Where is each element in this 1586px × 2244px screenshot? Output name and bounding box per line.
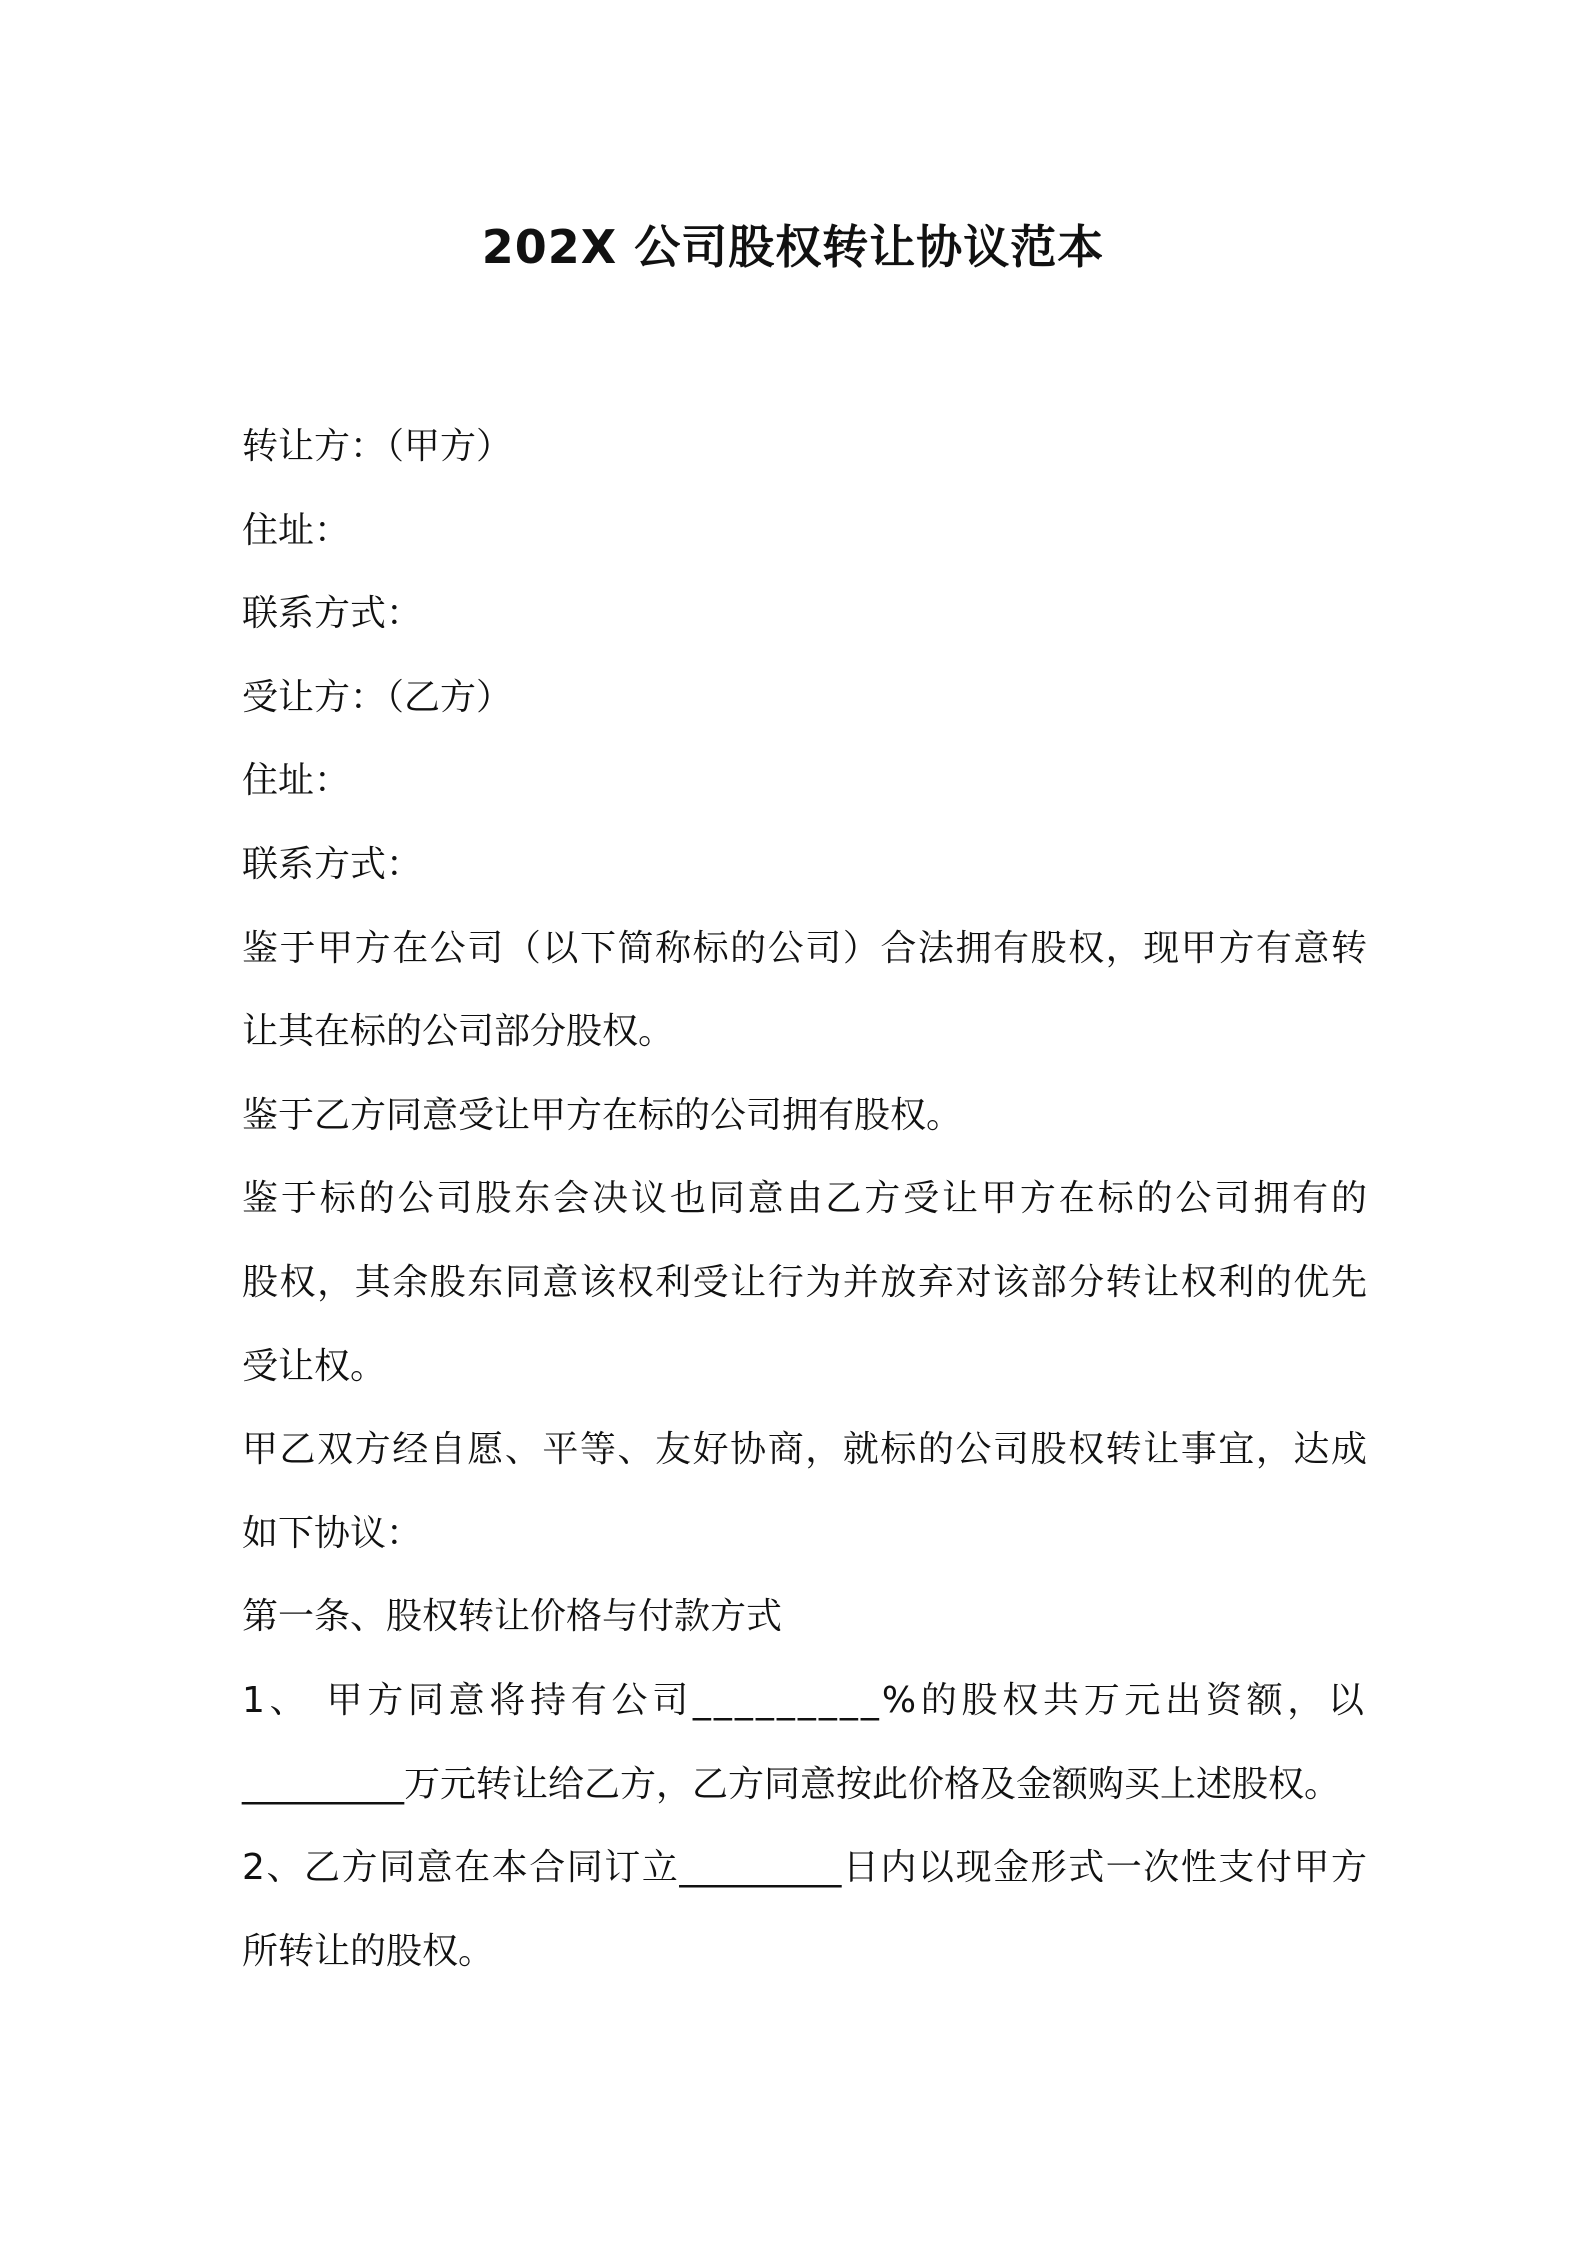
recital-3-line-1: 鉴于标的公司股东会决议也同意由乙方受让甲方在标的公司拥有的 [242,1178,1367,1220]
recital-1-line-1: 鉴于甲方在公司（以下简称标的公司）合法拥有股权，现甲方有意转 [242,927,1367,969]
transferee-address-line: 住址： [242,760,351,802]
document-title: 202X 公司股权转让协议范本 [481,220,1105,274]
agreement-intro-line-1: 甲乙双方经自愿、平等、友好协商，就标的公司股权转让事宜，达成 [242,1429,1367,1471]
transferor-line: 转让方：（甲方） [242,426,513,467]
transferor-contact-line: 联系方式： [242,593,423,635]
agreement-intro-line-2: 如下协议： [242,1512,423,1554]
recital-1-line-2: 让其在标的公司部分股权。 [242,1011,675,1053]
transferee-contact-line: 联系方式： [242,843,423,885]
clause-2-line-1: 2、乙方同意在本合同订立_________日内以现金形式一次性支付甲方 [242,1847,1367,1889]
recital-3-line-2: 股权，其余股东同意该权利受让行为并放弃对该部分转让权利的优先 [242,1261,1367,1303]
article-1-heading: 第一条、股权转让价格与付款方式 [242,1596,783,1638]
transferor-address-line: 住址： [242,509,351,551]
recital-3-line-3: 受让权。 [242,1345,387,1387]
clause-1-line-1: 1、 甲方同意将持有公司_________%的股权共万元出资额，以 [242,1679,1367,1721]
clause-2-line-2: 所转让的股权。 [242,1930,495,1972]
document-body [242,405,1367,1993]
transferee-line: 受让方：（乙方） [242,676,513,718]
clause-1-line-2: _________万元转让给乙方，乙方同意按此价格及金额购买上述股权。 [242,1763,1341,1805]
recital-2-line: 鉴于乙方同意受让甲方在标的公司拥有股权。 [242,1094,963,1136]
